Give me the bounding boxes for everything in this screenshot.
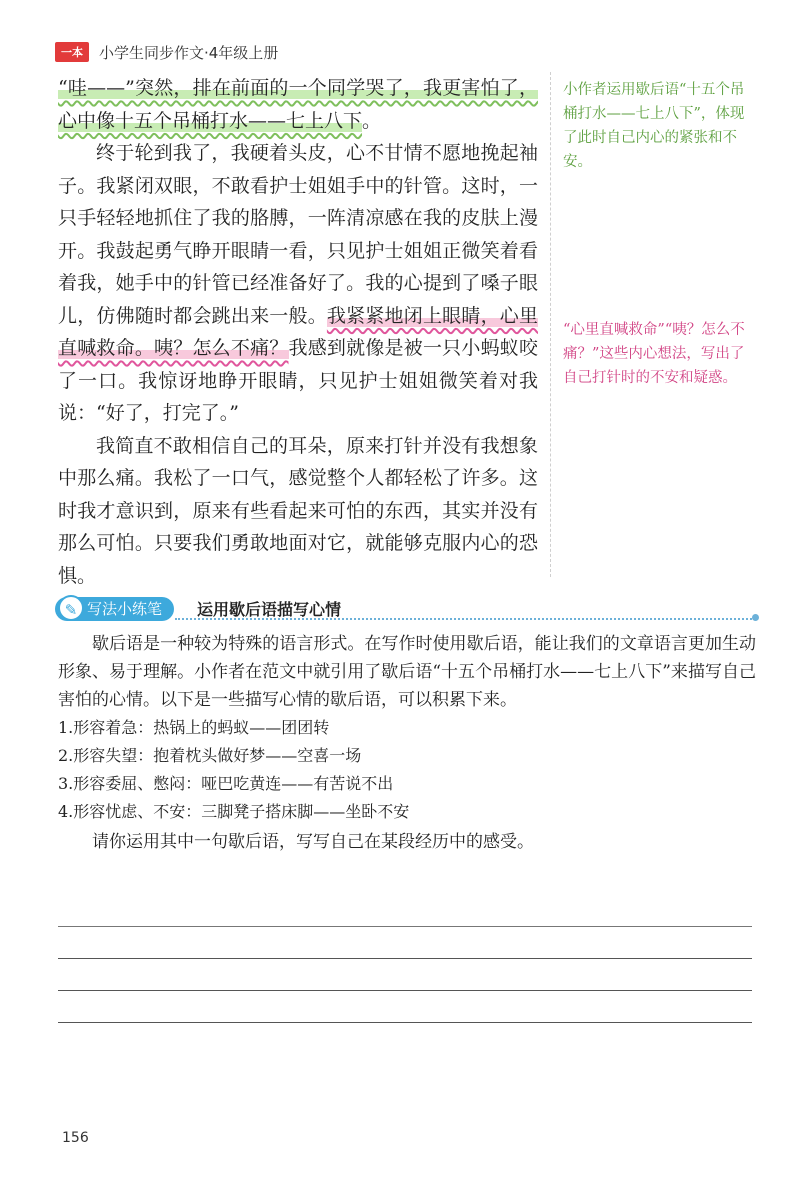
idiom-item: 4.形容忧虑、不安：三脚凳子搭床脚——坐卧不安: [58, 802, 410, 821]
essay-paragraph-1: “哇——”突然，排在前面的一个同学哭了，我更害怕了，心中像十五个吊桶打水——七上八下。: [58, 77, 538, 132]
writing-line[interactable]: [58, 927, 752, 959]
practice-intro: 歇后语是一种较为特殊的语言形式。在写作时使用歇后语，能让我们的文章语言更加生动形象、易于理解。小作者在范文中就引用了歇后语“十五个吊桶打水——七上八下”来描写自己害怕的心情。以下是一些描写心情的歇后语，可以积累下来。: [58, 634, 756, 710]
idiom-item: 3.形容委屈、憋闷：哑巴吃黄连——有苦说不出: [58, 774, 394, 793]
page-header: [55, 40, 278, 64]
essay-body: [58, 72, 538, 592]
practice-section-header: [55, 595, 755, 625]
practice-tag-label: 写法小练笔: [87, 600, 163, 618]
page-number: 156: [62, 1130, 89, 1146]
essay-paragraph-2: 终于轮到我了，我硬着头皮，心不甘情不愿地挽起袖子。我紧闭双眼，不敢看护士姐姐手中的针管。这时，一只手轻轻地抓住了我的胳膊，一阵清凉感在我的皮肤上漫开。我鼓起勇气睁开眼睛一看，只见护士姐姐正微笑着看着我，她手中的针管已经准备好了。我的心提到了嗓子眼儿，仿佛随时都会跳出来一般。我紧紧地闭上眼睛，心里直喊救命。咦？怎么不痛？我感到就像是被一只小蚂蚁咬了一口。我惊讶地睁开眼睛，只见护士姐姐微笑着对我说：“好了，打完了。”: [58, 142, 538, 424]
pencil-icon: ✎: [58, 595, 84, 621]
idiom-item: 2.形容失望：抱着枕头做好梦——空喜一场: [58, 746, 362, 765]
practice-title: 运用歇后语描写心情: [197, 600, 342, 619]
writing-line[interactable]: [58, 895, 752, 927]
writing-line[interactable]: [58, 991, 752, 1023]
writing-line[interactable]: [58, 959, 752, 991]
essay-paragraph-3: 我简直不敢相信自己的耳朵，原来打针并没有我想象中那么痛。我松了一口气，感觉整个人都轻松了许多。这时我才意识到，原来有些看起来可怕的东西，其实并没有那么可怕。只要我们勇敢地面对它，就能够克服内心的恐惧。: [58, 434, 538, 587]
practice-task: 请你运用其中一句歇后语，写写自己在某段经历中的感受。: [92, 832, 534, 852]
practice-body: [58, 630, 756, 856]
practice-tag: [55, 597, 174, 621]
idiom-item: 1.形容着急：热锅上的蚂蚁——团团转: [58, 718, 330, 737]
highlight-green-text: “哇——”突然，排在前面的一个同学哭了，我更害怕了，心中像十五个吊桶打水——七上八下: [58, 77, 538, 132]
highlight-pink-text: 我紧紧地闭上眼睛，心里直喊救命。咦？怎么不痛？: [58, 304, 538, 359]
brand-badge: 一本: [55, 42, 89, 62]
margin-note-green: 小作者运用歇后语“十五个吊桶打水——七上八下”，体现了此时自己内心的紧张和不安。: [563, 82, 745, 170]
book-title: 小学生同步作文·4年级上册: [99, 43, 279, 62]
margin-divider: [550, 72, 551, 577]
margin-note-pink: “心里直喊救命”“咦？怎么不痛？”这些内心想法，写出了自己打针时的不安和疑惑。: [563, 322, 745, 386]
section-line-end-dot: [752, 614, 759, 621]
writing-area[interactable]: [58, 895, 752, 1023]
